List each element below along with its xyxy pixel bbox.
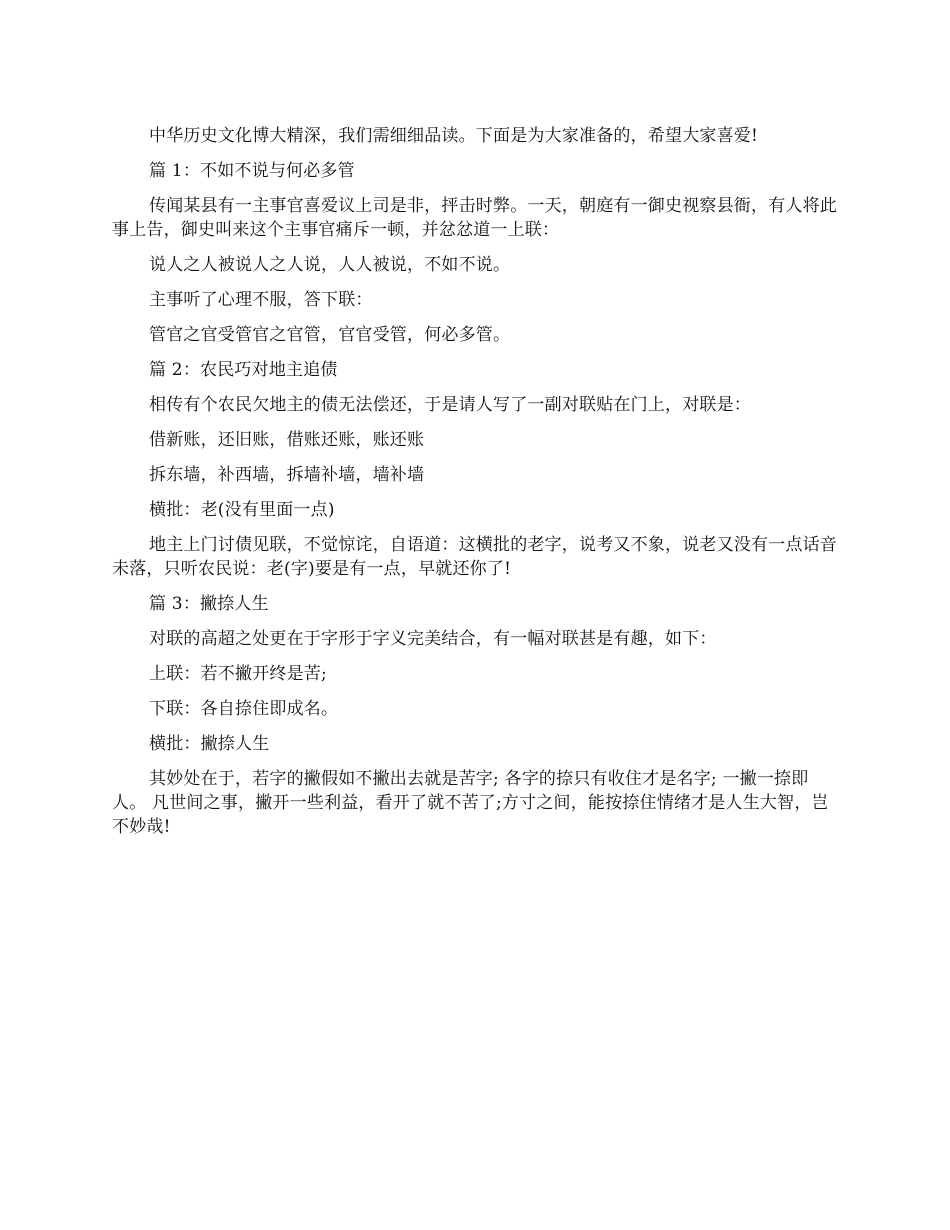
couplet-second-line: 管官之官受管官之官管，官官受管，何必多管。: [149, 325, 511, 345]
couplet-first-line: 说人之人被说人之人说，人人被说，不如不说。: [149, 255, 511, 275]
story-paragraph: 地主上门讨债见联，不觉惊诧，自语道：这横批的老字，说考又不象，说老又没有一点话音未落，只听农民说：老(字)要是有一点，早就还你了!: [112, 535, 837, 579]
section-heading-1: 篇 1：不如不说与何必多管: [149, 161, 355, 181]
story-paragraph: 主事听了心理不服，答下联：: [149, 290, 373, 310]
story-paragraph: 传闻某县有一主事官喜爱议上司是非，抨击时弊。一天，朝庭有一御史视察县衙，有人将此事上告，御史叫来这个主事官痛斥一顿，并忿忿道一上联：: [112, 196, 837, 240]
couplet-second-line: 拆东墙，补西墙，拆墙补墙，墙补墙: [149, 465, 425, 485]
story-paragraph: 相传有个农民欠地主的债无法偿还，于是请人写了一副对联贴在门上，对联是：: [149, 395, 751, 415]
couplet-first-line: 上联：若不撇开终是苦;: [149, 664, 327, 684]
section-heading-2: 篇 2：农民巧对地主追债: [149, 360, 338, 380]
closing-paragraph: 其妙处在于，若字的撇假如不撇出去就是苦字; 各字的捺只有收住才是名字; 一撇一捺即人。 凡世间之事，撇开一些利益，看开了就不苦了;方寸之间，能按捺住情绪才是人生大智，岂不妙哉!: [112, 769, 829, 837]
couplet-second-line: 下联：各自捺住即成名。: [149, 699, 339, 719]
section-heading-3: 篇 3：撇捺人生: [149, 594, 269, 614]
couplet-first-line: 借新账，还旧账，借账还账，账还账: [149, 430, 425, 450]
couplet-horizontal-scroll: 横批：老(没有里面一点): [149, 500, 335, 520]
document-body: [112, 124, 842, 839]
story-paragraph: 对联的高超之处更在于字形于字义完美结合，有一幅对联甚是有趣，如下：: [149, 629, 717, 649]
couplet-horizontal-scroll: 横批：撇捺人生: [149, 734, 270, 754]
intro-paragraph: 中华历史文化博大精深，我们需细细品读。下面是为大家准备的，希望大家喜爱!: [149, 126, 759, 146]
